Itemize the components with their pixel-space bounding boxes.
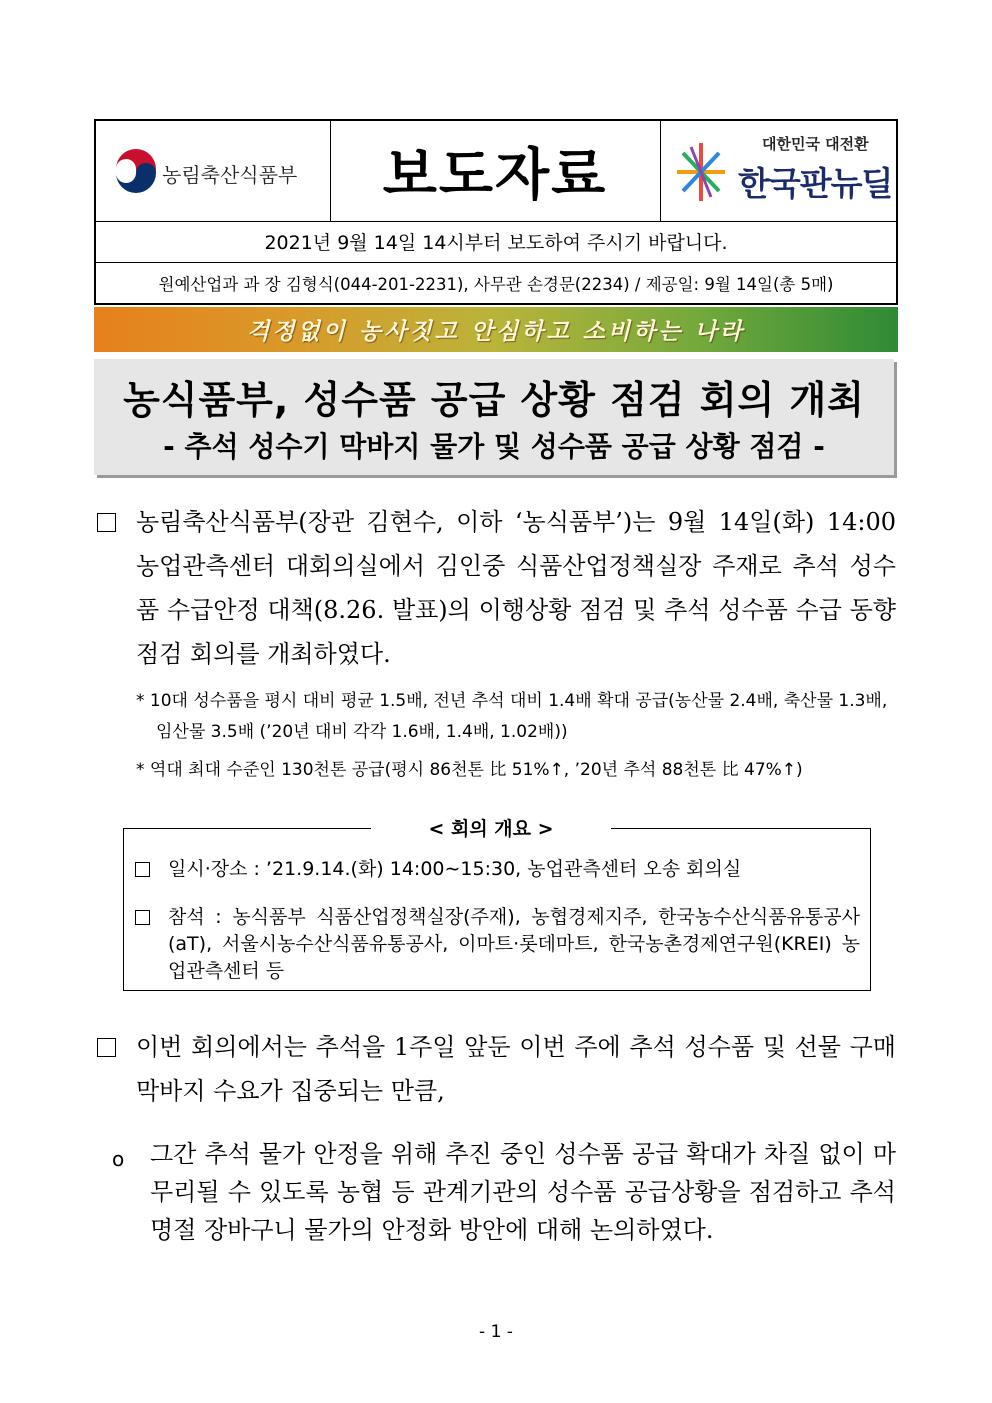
slogan-banner bbox=[94, 307, 898, 352]
contact-info: 원예산업과 과 장 김형식(044-201-2231), 사무관 손경문(2234) / 제공일: 9월 14일(총 5매) bbox=[158, 275, 834, 294]
header-top-row bbox=[96, 121, 896, 222]
embargo-notice: 2021년 9월 14일 14시부터 보도하여 주시기 바랍니다. bbox=[264, 232, 728, 254]
paragraph-3: 그간 추석 물가 안정을 위해 추진 중인 성수품 공급 확대가 차질 없이 마무리될 수 있도록 농협 등 관계기관의 성수품 공급상황을 점검하고 추석 명절 장바구니 물가의 안정화 방안에 대해 논의하였다. bbox=[150, 1140, 896, 1244]
header-table bbox=[94, 119, 898, 305]
contact-row bbox=[96, 263, 896, 303]
square-bullet-icon bbox=[97, 513, 116, 532]
new-deal-symbol-icon bbox=[671, 139, 731, 205]
new-deal-logo-cell bbox=[661, 121, 896, 221]
page-number: - 1 - bbox=[479, 1322, 513, 1342]
footnote-1: * 10대 성수품을 평시 대비 평균 1.5배, 전년 추석 대비 1.4배 확대 공급(농산물 2.4배, 축산물 1.3배, 임산물 3.5배 (’20년 대비 각각 1.6배, 1.4배, 1.02배)) bbox=[136, 691, 888, 742]
slogan-text: 걱정없이 농사짓고 안심하고 소비하는 나라 bbox=[247, 318, 745, 345]
embargo-row bbox=[96, 221, 896, 263]
meeting-attendees: 참석 : 농식품부 식품산업정책실장(주재), 농협경제지주, 한국농수산식품유통공사(aT), 서울시농수산식품유통공사, 이마트·롯데마트, 한국농촌경제연구원(KREI) 농업관측센터 등 bbox=[168, 906, 860, 982]
ministry-name: 농림축산식품부 bbox=[162, 163, 298, 187]
ministry-logo-cell bbox=[96, 121, 331, 221]
headline-subtitle: - 추석 성수기 막바지 물가 및 성수품 공급 상황 점검 - bbox=[163, 430, 825, 463]
doc-type-title: 보도자료 bbox=[382, 143, 608, 208]
brand-name: 한국판뉴딜 bbox=[738, 164, 893, 203]
taegeuk-emblem-icon bbox=[112, 147, 160, 195]
square-bullet-icon bbox=[135, 862, 150, 877]
headline-title: 농식품부, 성수품 공급 상황 점검 회의 개최 bbox=[123, 378, 865, 422]
circle-bullet: o bbox=[112, 1147, 125, 1171]
square-bullet-icon bbox=[135, 910, 150, 925]
meeting-summary-title: < 회의 개요 > bbox=[371, 814, 611, 841]
doc-type-cell bbox=[330, 121, 661, 221]
headline-box bbox=[94, 359, 894, 475]
brand-tagline: 대한민국 대전환 bbox=[762, 135, 869, 153]
paragraph-1: 농림축산식품부(장관 김현수, 이하 ‘농식품부’)는 9월 14일(화) 14:00 농업관측센터 대회의실에서 김인중 식품산업정책실장 주재로 추석 성수품 수급안정 대책(8.26. 발표)의 이행상황 점검 및 추석 성수품 수급 동향 점검 회의를 개최하였다. bbox=[136, 508, 896, 668]
meeting-schedule: 일시·장소 : ’21.9.14.(화) 14:00∼15:30, 농업관측센터 오송 회의실 bbox=[168, 858, 742, 880]
footnote-2: * 역대 최대 수준인 130천톤 공급(평시 86천톤 比 51%↑, ’20년 추석 88천톤 比 47%↑) bbox=[136, 760, 803, 780]
square-bullet-icon bbox=[97, 1038, 116, 1057]
paragraph-2: 이번 회의에서는 추석을 1주일 앞둔 이번 주에 추석 성수품 및 선물 구매 막바지 수요가 집중되는 만큼, bbox=[136, 1033, 896, 1105]
